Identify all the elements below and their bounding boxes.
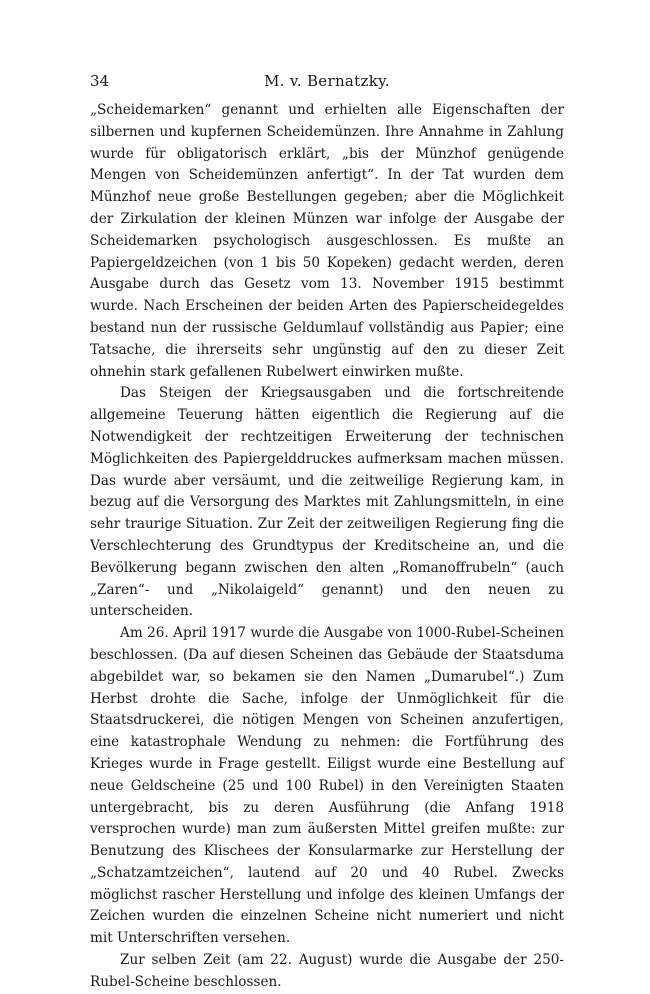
running-head: M. v. Bernatzky.	[264, 72, 390, 90]
paragraph-4: Zur selben Zeit (am 22. August) wurde die Ausgabe der 250-Rubel-Scheine beschlossen.	[90, 952, 564, 990]
page-number: 34	[90, 72, 110, 90]
paragraph-1: „Scheidemarken“ genannt und erhielten alle Eigenschaften der silbernen und kupfernen Scheidemünzen. Ihre Annahme in Zahlung wurde für obligatorisch erklärt, „bis der Münzhof genügende Mengen von Scheidemünzen anfertigt“. In der Tat wurden dem Münzhof neue große Bestellungen gegeben; aber die Möglichkeit der Zirkulation der kleinen Münzen war infolge der Ausgabe der Scheidemarken psychologisch ausgeschlossen. Es mußte an Papiergeldzeichen (von 1 bis 50 Kopeken) gedacht werden, deren Ausgabe durch das Gesetz vom 13. November 1915 bestimmt wurde. Nach Erscheinen der beiden Arten des Papierscheidegeldes bestand nun der russische Geldumlauf vollständig aus Papier; eine Tatsache, die ihrerseits sehr ungünstig auf den zu dieser Zeit ohnehin stark gefallenen Rubelwert einwirken mußte.	[90, 102, 564, 380]
document-page	[90, 72, 564, 994]
body-text	[90, 100, 564, 994]
page-header	[90, 72, 564, 94]
paragraph-3: Am 26. April 1917 wurde die Ausgabe von 1000-Rubel-Scheinen beschlossen. (Da auf diesen Scheinen das Gebäude der Staatsduma abgebildet war, so bekamen sie den Namen „Dumarubel“.) Zum Herbst drohte die Sache, infolge der Unmöglichkeit für die Staatsdruckerei, die nötigen Mengen von Scheinen anzufertigen, eine katastrophale Wendung zu nehmen: die Fortführung des Krieges wurde in Frage gestellt. Eiligst wurde eine Bestellung auf neue Geldscheine (25 und 100 Rubel) in den Vereinigten Staaten untergebracht, bis zu deren Ausführung (die Anfang 1918 versprochen wurde) man zum äußersten Mittel greifen mußte: zur Benutzung des Klischees der Konsularmarke zur Herstellung der „Schatzamtzeichen“, lautend auf 20 und 40 Rubel. Zwecks möglichst rascher Herstellung und infolge des kleinen Umfangs der Zeichen wurden die einzelnen Scheine nicht numeriert und nicht mit Unterschriften versehen.	[90, 625, 564, 947]
paragraph-2: Das Steigen der Kriegsausgaben und die fortschreitende allgemeine Teuerung hätten eigentlich die Regierung auf die Notwendigkeit der rechtzeitigen Erweiterung der technischen Möglichkeiten des Papiergelddruckes aufmerksam machen müssen. Das wurde aber versäumt, und die zeitweilige Regierung kam, in bezug auf die Versorgung des Marktes mit Zahlungsmitteln, in eine sehr traurige Situation. Zur Zeit der zeitweiligen Regierung fing die Verschlechterung des Grundtypus der Kreditscheine an, und die Bevölkerung begann zwischen den alten „Romanoffrubeln“ (auch „Zaren“- und „Nikolaigeld“ genannt) und den neuen zu unterscheiden.	[90, 385, 564, 620]
